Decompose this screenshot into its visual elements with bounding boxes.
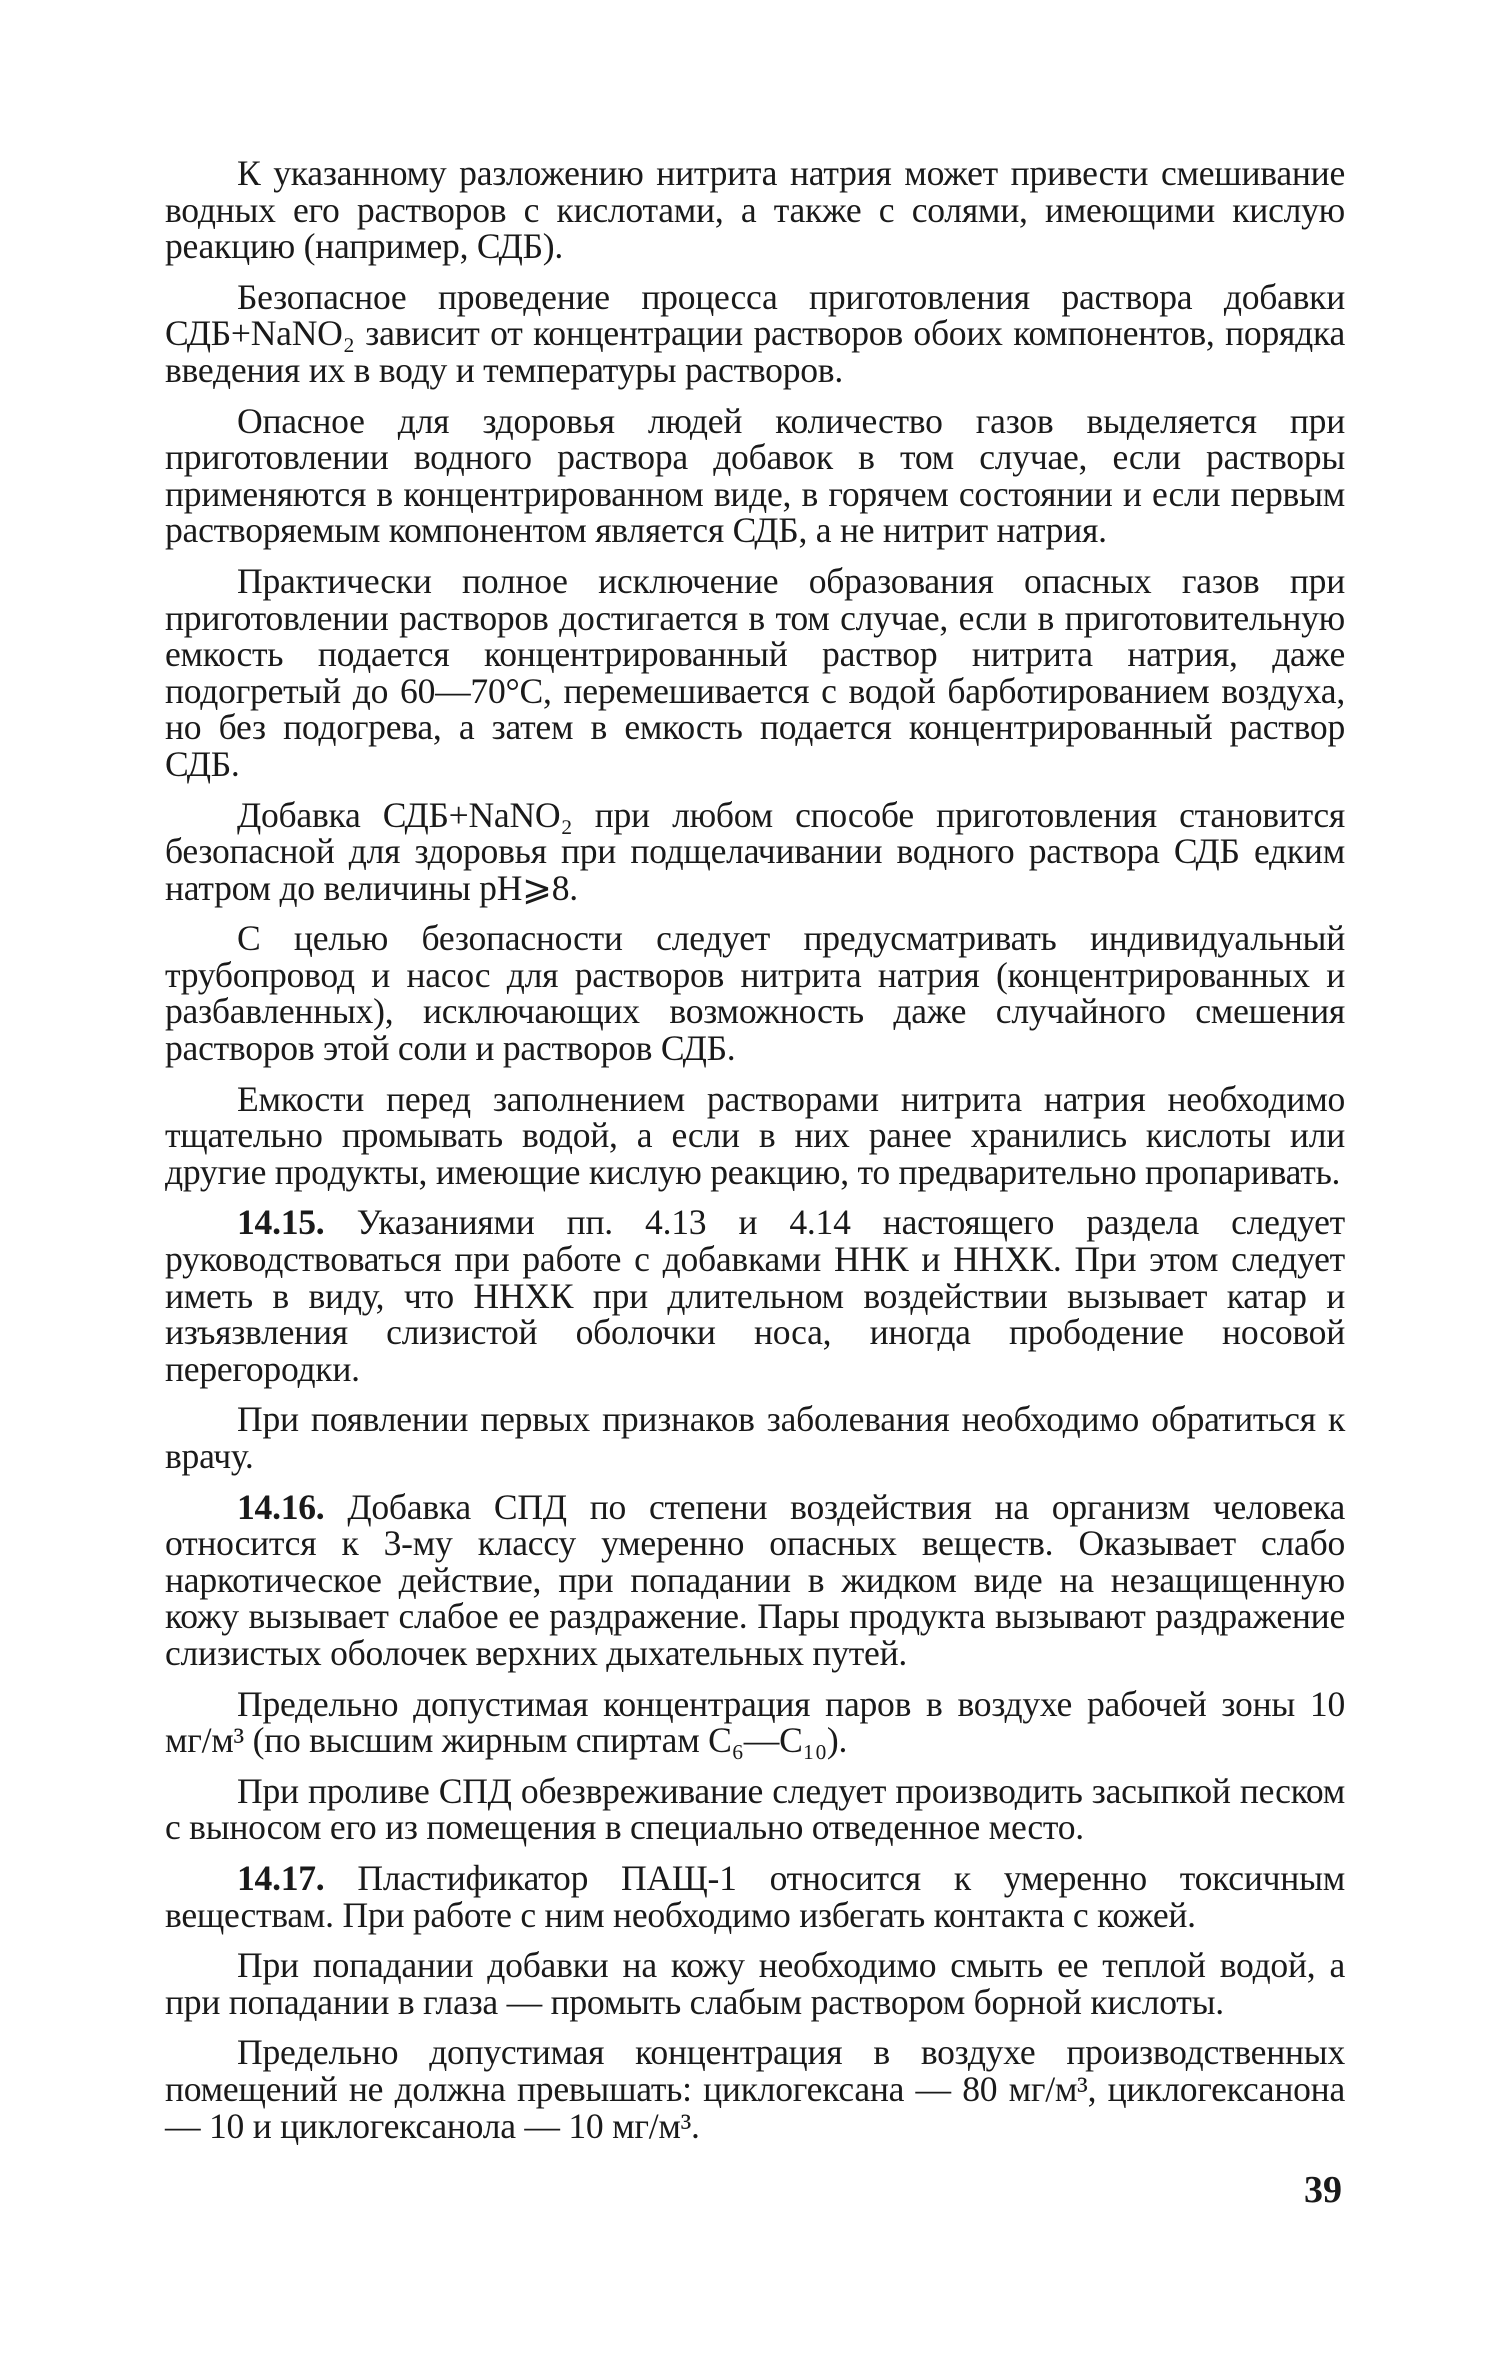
page-body [165, 155, 1345, 2158]
paragraph-4: Практически полное исключение образования опасных газов при приготовлении растворов достигается в том случае, если в приготовительную емкость подается концентрированный раствор нитрита натрия, даже подогретый до 60—70°С, перемешивается с водой барботированием воздуха, но без подогрева, а затем в емкость подается концентрированный раствор СДБ. [165, 560, 1345, 784]
paragraph-5: Добавка СДБ+NaNO₂ при любом способе приготовления становится безопасной для здоровья при подщелачивании водного раствора СДБ едким натром до величины рН⩾8. [165, 794, 1345, 908]
section-number: 14.15. [237, 1202, 325, 1243]
paragraph-12: При проливе СПД обезвреживание следует производить засыпкой песком с выносом его из помещения в специально отведенное место. [165, 1770, 1345, 1848]
section-14-17: 14.17. Пластификатор ПАЩ-1 относится к умеренно токсичным веществам. При работе с ним необходимо избегать контакта с кожей. [165, 1857, 1345, 1935]
paragraph-3: Опасное для здоровья людей количество газов выделяется при приготовлении водного раствора добавок в том случае, если растворы применяются в концентрированном виде, в горячем состоянии и если первым растворяемым компонентом является СДБ, а не нитрит натрия. [165, 400, 1345, 551]
section-14-15: 14.15. Указаниями пп. 4.13 и 4.14 настоящего раздела следует руководствоваться при работе с добавками ННК и ННХК. При этом следует иметь в виду, что ННХК при длительном воздействии вызывает катар и изъязвления слизистой оболочки носа, иногда прободение носовой перегородки. [165, 1202, 1345, 1389]
section-number: 14.16. [237, 1486, 325, 1527]
paragraph-6: С целью безопасности следует предусматривать индивидуальный трубопровод и насос для растворов нитрита натрия (концентрированных и разбавленных), исключающих возможность даже случайного смешения растворов этой соли и растворов СДБ. [165, 918, 1345, 1069]
paragraph-2: Безопасное проведение процесса приготовления раствора добавки СДБ+NaNO₂ зависит от концентрации растворов обоих компонентов, порядка введения их в воду и температуры растворов. [165, 276, 1345, 390]
paragraph-1: К указанному разложению нитрита натрия может привести смешивание водных его растворов с кислотами, а также с солями, имеющими кислую реакцию (например, СДБ). [165, 153, 1345, 267]
paragraph-14: При попадании добавки на кожу необходимо смыть ее теплой водой, а при попадании в глаза — промыть слабым раствором борной кислоты. [165, 1945, 1345, 2022]
paragraph-7: Емкости перед заполнением растворами нитрита натрия необходимо тщательно промывать водой, а если в них ранее хранились кислоты или другие продукты, имеющие кислую реакцию, то предварительно пропаривать. [165, 1078, 1345, 1192]
page-number: 39 [1304, 2169, 1342, 2211]
paragraph-15: Предельно допустимая концентрация в воздухе производственных помещений не должна превышать: циклогексана — 80 мг/м³, циклогексанона — 10 и циклогексанола — 10 мг/м³. [165, 2032, 1345, 2146]
paragraph-11: Предельно допустимая концентрация паров в воздухе рабочей зоны 10 мг/м³ (по высшим жирным спиртам С₆—С₁₀). [165, 1683, 1345, 1761]
section-14-16: 14.16. Добавка СПД по степени воздействия на организм человека относится к 3-му классу умеренно опасных веществ. Оказывает слабо наркотическое действие, при попадании в жидком виде на незащищенную кожу вызывает слабое ее раздражение. Пары продукта вызывают раздражение слизистых оболочек верхних дыхательных путей. [165, 1486, 1345, 1673]
section-number: 14.17. [237, 1857, 325, 1898]
paragraph-9: При появлении первых признаков заболевания необходимо обратиться к врачу. [165, 1399, 1345, 1476]
